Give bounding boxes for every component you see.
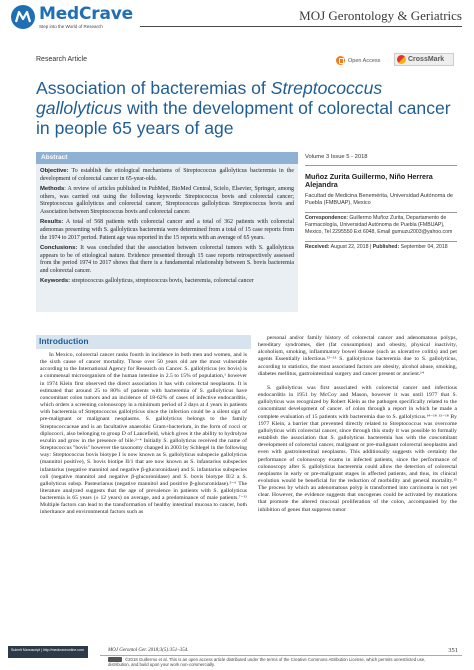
abstract-conclusions: Conclusions: It was concluded that the association between colorectal tumors with S. gallolyticus appears to be of etiological nature. Evidence presented through 15 case reports retrospectively assessed from the period 1974 to 2017 shows that there is a fundamental relationship between S. bovis bacteremia and colorectal cancer. <box>40 244 294 274</box>
header-rule <box>140 26 462 27</box>
submit-manuscript-badge[interactable] <box>8 646 88 658</box>
abstract-heading: Abstract <box>41 154 68 161</box>
medcrave-logo[interactable] <box>10 4 133 30</box>
article-type: Research Article <box>36 56 87 63</box>
open-access-label: Open Access <box>348 57 381 64</box>
abstract-keywords: Keywords: streptococcus gallolyticus, streptococcus bovis, bacteremia, colorectal cancer <box>40 278 254 285</box>
article-info-sidebar <box>305 154 457 251</box>
license-text: ©2018 Guillermo et al. This is an open access article distributed under the terms of the Creative Commons Attribution License, which permits unrestricted use, distribution, and build upon your work non-commercially. <box>108 657 426 668</box>
article-title: Association of bacteremias of Streptococcus gallolyticus with the development of colorectal cancer in people 65 years of age <box>36 78 451 138</box>
footer-journal-ref: MOJ Gerontol Ger. 2018;3(5):351‒354. <box>108 648 189 653</box>
abstract-methods: Methods: A review of articles published in PubMed, BioMed Central, Scielo, Elsevier, Springer, among others, was carried out using the following keywords: Streptococcus bovis and colorectal cancer; Streptococcus gallolyticus and colorectal cancer, Streptococcus gallolyticus Streptococcus bovis and Association between Streptococcus bovis and colorectal cancer. <box>40 185 294 216</box>
sidebar-rule <box>305 165 457 166</box>
sidebar-rule <box>305 241 457 242</box>
crossmark-icon <box>397 55 406 64</box>
footer-rule <box>100 655 462 656</box>
crossmark-button[interactable] <box>394 53 454 66</box>
body-column-left <box>40 352 247 517</box>
article-dates: Received: August 22, 2018 | Published: September 04, 2018 <box>305 244 448 251</box>
paragraph: In Mexico, colorectal cancer ranks fourth in incidence in both men and women, and is the sixth cause of cancer mortality. Those over 50 years old are the most vulnerable according to the International Agency for Research on Cancer. S. gallolyticus (ex bovis) is a commensal microorganism of the human intestine in 2.5 to 15% of population,¹ however in 1974 Klein first observed the direct association it has with colorectal neoplasms. It is estimated that around 25 to 80% of patients with bacteremia of S. gallolyticus have concomitant colon tumors and an incidence of 18-62% of cases of infective endocarditis, which orders a screening colonoscopy in a minimum period of 2 days at 4 years in patients with bacteremia of Streptococcus gallolyticus since the infection could be a silent sign of pre-malignant or malignant neoplasms. S. gallolyticus belongs to the family Streptococcaceae and is an facultative anaerobic Gram+bacterium, in the form of cocci or diplococci, also belonging to group D of Lancefield, which gives it the ability to hydrolyze esculin and grow in the presence of bile.²⁻⁴ Initially S. gallolyticus received the name of Streptococcus "bovis" however the taxonomy changed in 2003 by Schlegel in the following way: Streptococcus bovis biotype I is now known as S. gallolyticus subspecie gallolyticus (mannitol positive), S. bovis biotipe II/1 that are now known as S. infantarius subspecies infantarius (negative mannitol and negative β-glucuronidase) and S. infantarius subspecies coli (negative mannitol and negative β-glucuronidase) and S. bovis biotype II/2 a S. gallolyticus subsp. Pasteurianus (negative mannitol and positive β-glucuronidase).⁵⁻⁶ The literature analyzed suggests that the age of prevalence in patients with S. gallolyticus bacteremia is 65 years (± 12 years) on average, and a predominance of male patients.⁷⁻¹¹ Multiple factors can lead to the transformation of healthy intestinal mucosa to cancer, both inheritance and environmental factors such as <box>40 352 247 516</box>
paragraph: S. gallolyticus was first associated with colorectal cancer and infectious endocarditis in 1951 by McCoy and Mason, however it was until 1977 that S. gallolyticus was recognized by Robert Klein as the pathogen specifically related to the concomitant development of cancer. of colon through a report in which he made a complete evaluation of 15 patients with bacteremia due to S. gallolyticus.¹⁴⁻¹⁸ ¹⁵⁻¹⁸ By 1977 Klein, a barrier that prevented directly related to Streptococcus was overcome gallolyticus with colorectal cancer, since through this study it was possible to formally establish the association that S. gallolyticus bacteremia has with the concomitant development of colorectal cancer, malignant or pre-malignant colorectal neoplasms and even with gastrointestinal neoplasms. This additionally suggests with certainty the performance of colonoscopy exams in infected patients, since the performance of colonoscopy after S. gallolyticus bacteremia could allow the detection of colorectal neoplasms in early or pre-malignant stages in affected patients, and thus, its clinical evolution would be beneficial for the reduction of morbidity and general mortality.¹⁵ The process by which an adenomatous polyp is transformed into carcinoma is not yet clear. However, the evidence suggests that oncogenes could be activated by mutations that promote the altered mucosal proliferation of the colon, accompanied by the inhibition of genes that suppress tumor <box>258 384 457 513</box>
introduction-header <box>36 335 251 349</box>
brand-name: MedCrave <box>39 4 133 24</box>
abstract-results: Results: A total of 568 patients with colorectal cancer and a total of 362 patients with colorectal adenomas presenting with S. gallolyticus bacteremia were determined from a total of 15 case reports from the 1974 to 2017 period. Patient age was reported in the 15 reports with an average of 65 years. <box>40 219 294 241</box>
medcrave-logo-icon <box>10 4 36 30</box>
introduction-heading: Introduction <box>39 336 89 346</box>
open-access-icon <box>336 56 345 65</box>
volume-issue: Volume 3 Issue 5 - 2018 <box>305 154 368 160</box>
abstract-objective: Objective: To establish the etiological mechanisms of Streptococcus gallolyticus bacteremia in the development of colorectal cancer in 65-year-olds. <box>40 168 294 182</box>
open-access-badge <box>336 56 380 65</box>
title-species: Streptococcus gallolyticus <box>36 78 383 118</box>
abstract-text <box>40 168 294 288</box>
body-column-right <box>258 335 457 514</box>
abstract-header <box>36 152 298 164</box>
correspondence: Correspondence: Guillermo Muñoz Zurita, Departamento de Farmacología, Universidad Autónoma de Puebla (FMBUAP), Mexico, Tel 2295550 Ext 6048, Email gumuzu2003@yahoo.com <box>305 215 453 235</box>
page-number: 351 <box>448 647 458 654</box>
crossmark-label: CrossMark <box>408 56 445 63</box>
brand-tagline: Step into the World of Research <box>39 24 103 29</box>
journal-name: MOJ Gerontology & Geriatrics <box>299 8 462 23</box>
affiliation: Facultad de Medicina Benemérita, Universidad Autónoma de Puebla (FMBUAP), Mexico <box>305 192 453 206</box>
paragraph: personal and/or family history of colorectal cancer and adenomatous polyps, hereditary syndromes, diet (fat consumption) and obesity, physical inactivity, alcoholism, smoking, inflammatory bowel disease (such as ulcerative colitis) and pet agents Essentially infectious.¹²⁻¹³ S. gallolyticus bacteremia due to S. gallolyticus, according to statistics, the most associated factors are obesity, alcohol abuse, smoking, diabetes mellitus, gastrointestinal surgery and cancer present or ancient.¹⁴ <box>258 335 457 377</box>
authors: Muñoz Zurita Guillermo, Niño Herrera Alejandra <box>305 171 433 190</box>
submit-manuscript-label: Submit Manuscript | http://medcraveonline.com <box>11 648 84 652</box>
sidebar-rule <box>305 212 457 213</box>
page-header <box>0 0 474 44</box>
